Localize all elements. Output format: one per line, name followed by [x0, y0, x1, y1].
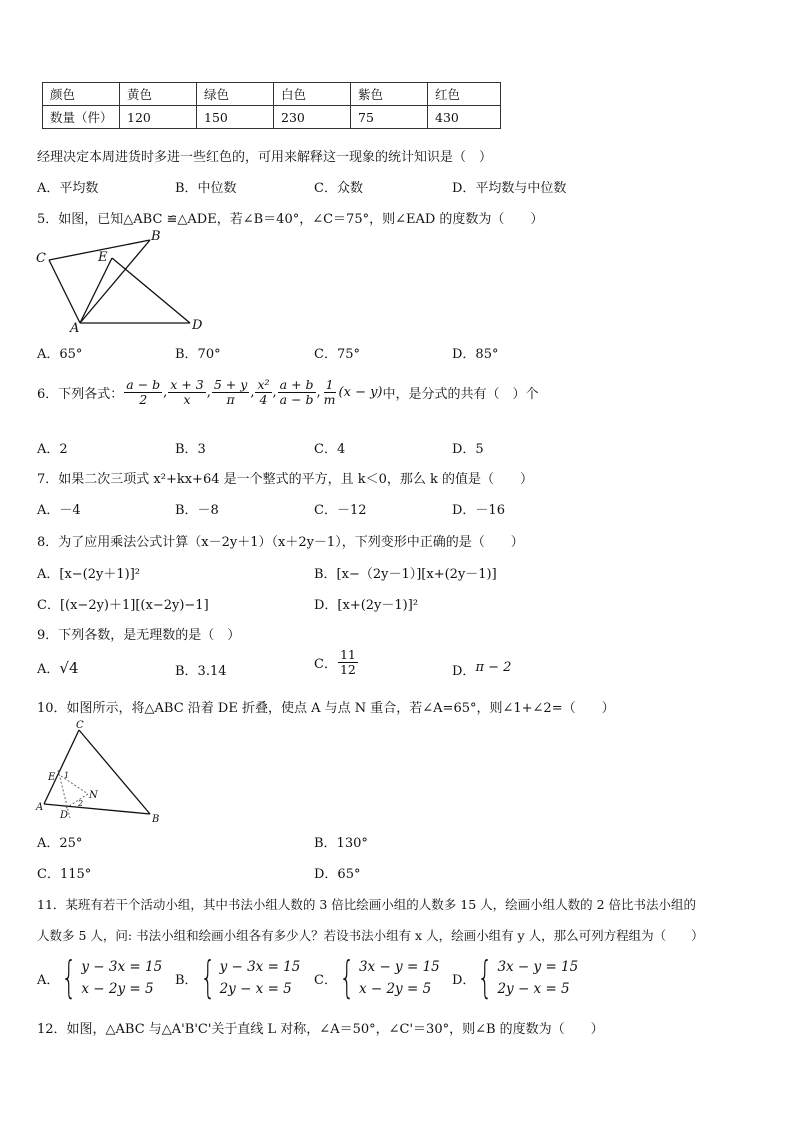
fraction	[322, 378, 338, 407]
q8-option-d: D．[x+(2y－1)]²	[314, 598, 419, 613]
segment-cb	[79, 730, 150, 814]
q10-stem: 10．如图所示，将△ABC 沿着 DE 折叠，使点 A 与点 N 重合，若∠A=65°，则∠1+∠2=（ ）	[37, 701, 615, 716]
q4-option-d: D．平均数与中位数	[452, 181, 567, 196]
q11-line-1: 11．某班有若干个活动小组，其中书法小组人数的 3 倍比绘画小组的人数多 15 人，绘画小组人数的 2 倍比书法小组的	[37, 897, 697, 912]
q10-option-a: A．25°	[37, 836, 83, 851]
equation: 3x − y = 15	[358, 959, 440, 975]
point-label-a: A	[36, 802, 44, 813]
q6-option-d: D．5	[452, 442, 484, 457]
option-label: C．	[314, 972, 337, 988]
color-quantity-table	[42, 82, 501, 129]
q10-option-c: C．115°	[37, 867, 92, 882]
q6-option-c: C．4	[314, 442, 346, 457]
q4-option-c: C．众数	[314, 181, 363, 196]
point-label-b: B	[152, 814, 160, 825]
q9-option-d	[452, 660, 511, 679]
table-cell: 白色	[274, 83, 351, 106]
q11-option-c	[314, 952, 440, 1003]
left-brace: {	[339, 952, 355, 1003]
fraction-denominator: 12	[339, 662, 356, 677]
table-cell: 红色	[428, 83, 501, 106]
q5-option-c: C．75°	[314, 347, 360, 362]
table-cell: 颜色	[43, 83, 120, 106]
left-brace: {	[477, 952, 494, 1003]
table-cell: 黄色	[120, 83, 197, 106]
q6-prefix: 6．下列各式：	[37, 387, 124, 402]
fraction	[124, 378, 162, 407]
fraction	[212, 378, 249, 407]
table-cell: 紫色	[351, 83, 428, 106]
table-cell: 120	[120, 106, 197, 129]
q5-triangle-figure	[30, 228, 220, 336]
q6-tail-expression: (x − y)	[338, 385, 383, 400]
q7-option-b: B．－8	[175, 503, 219, 518]
equation: 2y − x = 5	[497, 981, 570, 997]
sqrt-expression: √4	[59, 658, 79, 677]
equation: 2y − x = 5	[219, 981, 292, 997]
fraction-numerator: x²	[257, 377, 270, 392]
fraction	[278, 378, 316, 407]
fraction-denominator: a − b	[279, 392, 314, 407]
q9-option-b: B．3.14	[175, 664, 227, 679]
fraction-numerator: a + b	[279, 377, 314, 392]
q7-option-c: C．－12	[314, 503, 367, 518]
point-label-e: E	[98, 250, 108, 265]
table-cell: 430	[428, 106, 501, 129]
angle-label-2: 2	[78, 799, 84, 808]
fraction-numerator: 1	[325, 377, 334, 392]
point-label-b: B	[151, 229, 161, 244]
fraction-numerator: a − b	[126, 377, 161, 392]
point-label-e: E	[48, 772, 56, 783]
q6-stem: 6．下列各式： $\frac{a - b}{2}$ , $\frac{x + 3}{x}$ , $\frac{5 + y}{\pi}$ , $\frac{\text{x²}}{4}$ , $\frac{a + b}{a - b}$ , $\frac{1}{m}$ (x − y) 中，是分式的共有（ ）个	[37, 377, 539, 407]
option-label: C．	[314, 657, 337, 672]
q5-stem: 5．如图，已知△ABC ≌△ADE，若∠B＝40°，∠C＝75°，则∠EAD 的度数为（ ）	[37, 212, 544, 227]
q5-option-b: B．70°	[175, 347, 221, 362]
fraction-denominator: x	[183, 392, 191, 407]
q6-option-a: A．2	[37, 442, 68, 457]
math-expression: π − 2	[475, 660, 512, 675]
equation: x − 2y = 5	[358, 981, 432, 997]
q11-line-2: 人数多 5 人，问: 书法小组和绘画小组各有多少人？若设书法小组有 x 人，绘画小组有 y 人，那么可列方程组为（ ）	[37, 928, 704, 943]
q4-stem: 经理决定本周进货时多进一些红色的，可用来解释这一现象的统计知识是（ ）	[37, 150, 493, 165]
option-label: D．	[452, 664, 476, 679]
q10-fold-figure	[32, 718, 172, 828]
equation: y − 3x = 15	[219, 959, 301, 975]
q5-option-a: A．65°	[37, 347, 83, 362]
segment-ca	[44, 730, 79, 804]
point-label-d: D	[192, 318, 203, 333]
fraction-numerator: 11	[339, 647, 356, 662]
point-label-a: A	[70, 321, 80, 336]
option-label: A．	[37, 662, 60, 677]
q8-option-a: A．[x−(2y＋1)]²	[37, 567, 140, 582]
table-cell: 230	[274, 106, 351, 129]
q5-option-d: D．85°	[452, 347, 499, 362]
angle-label-1: 1	[64, 771, 70, 780]
option-label: D．	[452, 972, 476, 988]
table-cell: 75	[351, 106, 428, 129]
table-cell: 数量（件）	[43, 106, 120, 129]
q9-option-a	[37, 658, 79, 677]
q4-option-a: A．平均数	[37, 181, 99, 196]
segment-ed	[112, 258, 190, 323]
q12-stem: 12．如图，△ABC 与△A'B'C'关于直线 L 对称，∠A＝50°，∠C'＝30°，则∠B 的度数为（ ）	[37, 1022, 604, 1037]
q10-option-d: D．65°	[314, 867, 361, 882]
q7-option-a: A．－4	[37, 503, 81, 518]
point-label-n: N	[89, 790, 98, 801]
table-cell: 绿色	[197, 83, 274, 106]
point-label-c: C	[36, 251, 46, 266]
fraction-denominator: m	[323, 392, 336, 407]
q9-stem: 9．下列各数，是无理数的是（ ）	[37, 628, 241, 643]
fraction-numerator: 5 + y	[213, 377, 248, 392]
q6-option-b: B．3	[175, 442, 206, 457]
equation: y − 3x = 15	[81, 959, 163, 975]
table-row	[43, 106, 501, 129]
fraction-denominator: 4	[259, 392, 268, 407]
q8-option-b: B．[x−（2y－1）][x+(2y－1)]	[314, 567, 497, 582]
left-brace: {	[61, 952, 78, 1003]
q7-option-d: D．－16	[452, 503, 505, 518]
q11-option-b	[175, 952, 301, 1003]
fraction	[338, 648, 358, 677]
fraction	[255, 378, 271, 407]
q7-stem: 7．如果二次三项式 x²+kx+64 是一个整式的平方，且 k＜0，那么 k 的值是（ ）	[37, 472, 534, 487]
fraction-denominator: 2	[139, 392, 148, 407]
q11-option-d	[452, 952, 579, 1003]
q8-stem: 8．为了应用乘法公式计算（x－2y＋1）（x＋2y－1），下列变形中正确的是（ ）	[37, 535, 524, 550]
table-row	[43, 83, 501, 106]
left-brace: {	[199, 952, 216, 1003]
option-label: A．	[37, 972, 60, 988]
fraction-numerator: x + 3	[170, 377, 204, 392]
point-label-d: D	[60, 810, 69, 821]
q4-option-b: B．中位数	[175, 181, 237, 196]
q11-option-a	[37, 952, 163, 1003]
equation: 3x − y = 15	[497, 959, 579, 975]
fraction-denominator: π	[226, 392, 235, 407]
q8-option-c: C．[(x−2y)＋1][(x−2y)−1]	[37, 598, 209, 613]
segment-ca	[49, 260, 80, 323]
point-label-c: C	[76, 720, 84, 731]
fraction	[168, 378, 205, 407]
q9-option-c	[314, 648, 359, 677]
equation: x − 2y = 5	[81, 981, 154, 997]
table-cell: 150	[197, 106, 274, 129]
q6-suffix: 中，是分式的共有（ ）个	[382, 387, 539, 402]
option-label: B．	[175, 972, 198, 988]
q10-option-b: B．130°	[314, 836, 368, 851]
